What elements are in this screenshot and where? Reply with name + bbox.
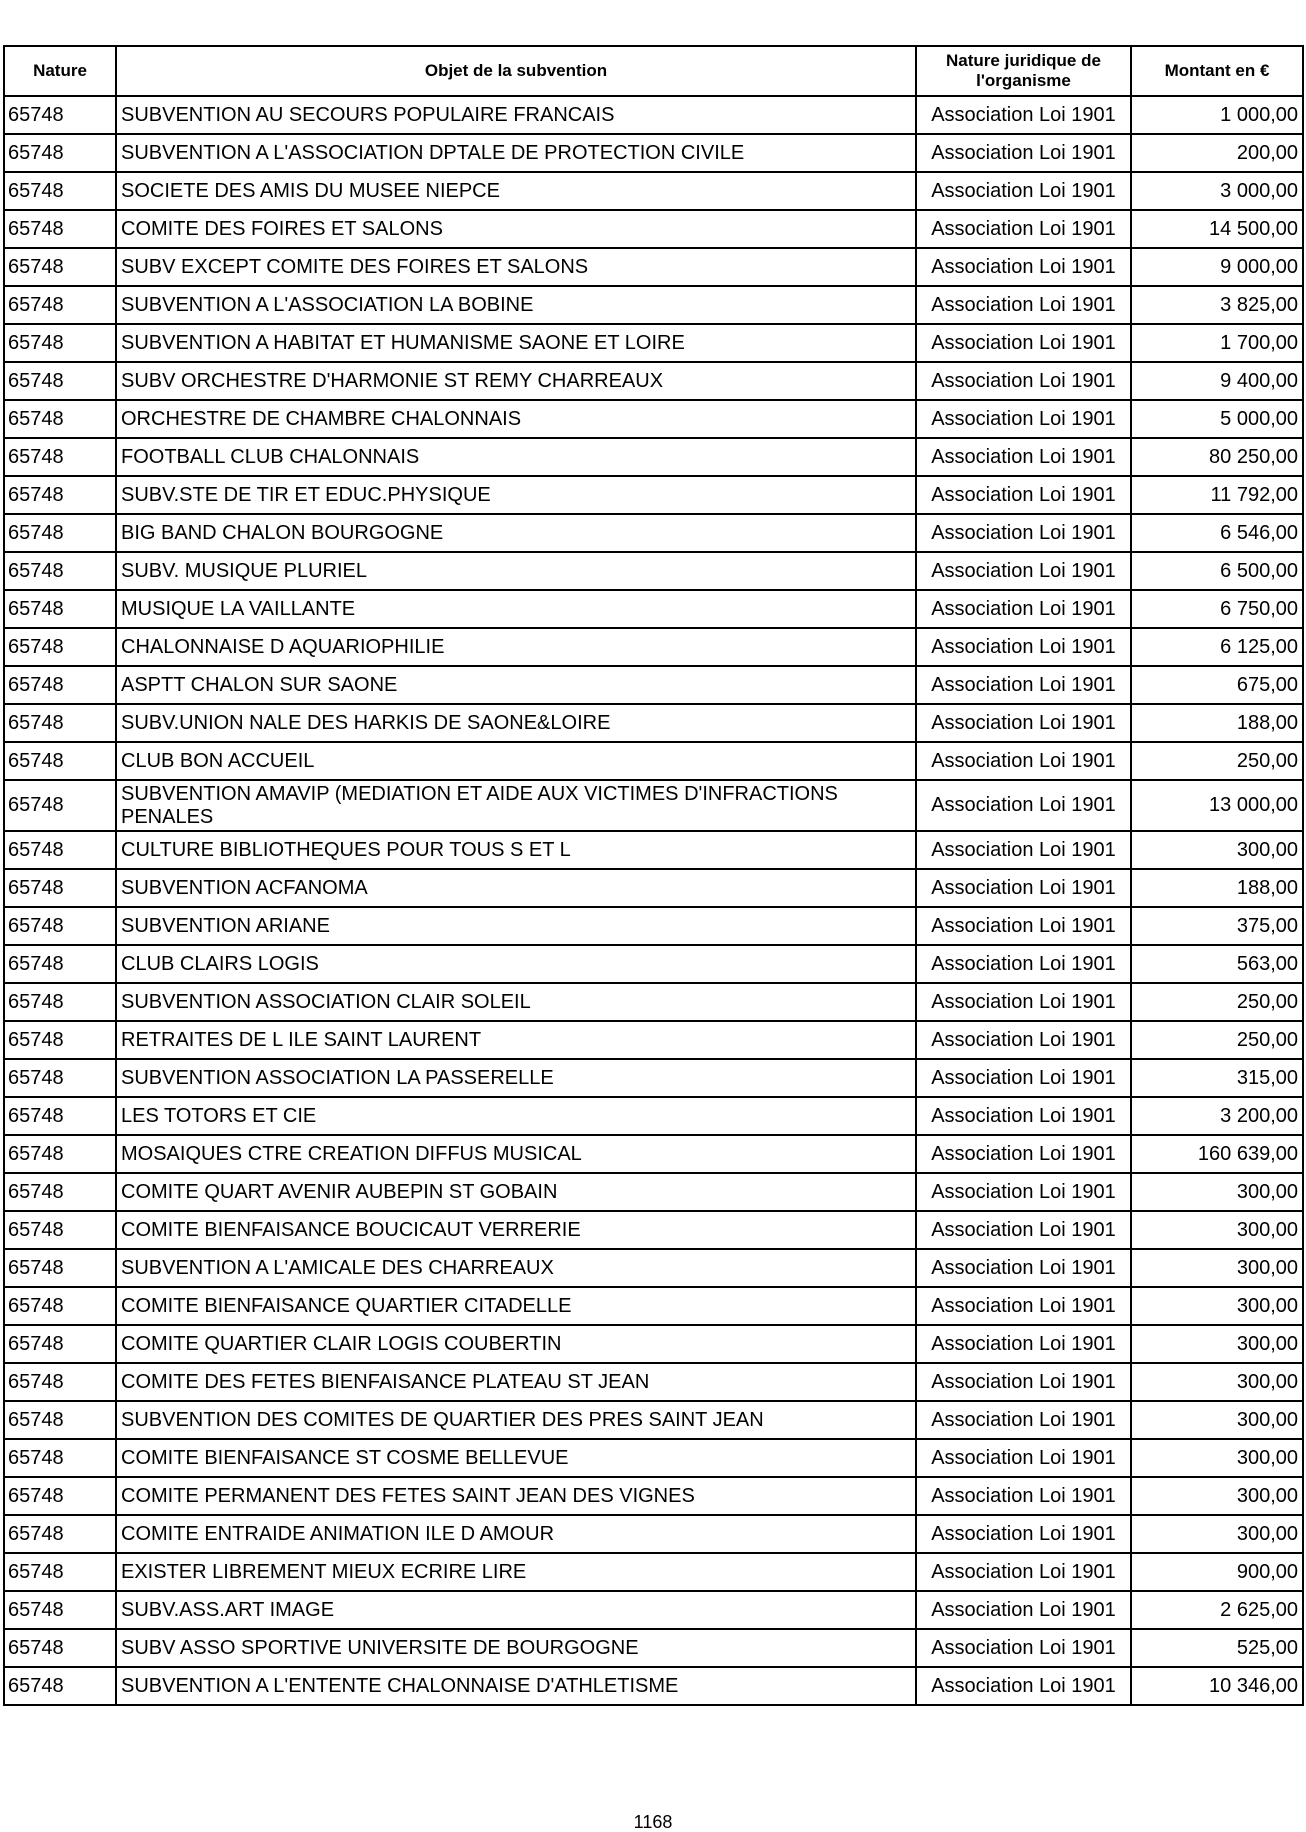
cell-montant: 300,00 <box>1131 1249 1303 1287</box>
cell-objet: COMITE BIENFAISANCE ST COSME BELLEVUE <box>116 1439 916 1477</box>
cell-nature-juridique: Association Loi 1901 <box>916 628 1131 666</box>
table-row <box>4 666 1303 704</box>
cell-nature: 65748 <box>4 1287 116 1325</box>
cell-nature: 65748 <box>4 1135 116 1173</box>
cell-nature: 65748 <box>4 780 116 831</box>
cell-nature-juridique: Association Loi 1901 <box>916 1667 1131 1705</box>
table-row <box>4 1287 1303 1325</box>
cell-objet: SUBV.ASS.ART IMAGE <box>116 1591 916 1629</box>
cell-objet: ASPTT CHALON SUR SAONE <box>116 666 916 704</box>
cell-montant: 300,00 <box>1131 1211 1303 1249</box>
cell-nature-juridique: Association Loi 1901 <box>916 172 1131 210</box>
cell-nature-juridique: Association Loi 1901 <box>916 1477 1131 1515</box>
cell-montant: 9 000,00 <box>1131 248 1303 286</box>
cell-objet: SUBV.STE DE TIR ET EDUC.PHYSIQUE <box>116 476 916 514</box>
cell-montant: 300,00 <box>1131 1515 1303 1553</box>
table-row <box>4 514 1303 552</box>
cell-objet: SUBV.UNION NALE DES HARKIS DE SAONE&LOIRE <box>116 704 916 742</box>
cell-nature: 65748 <box>4 552 116 590</box>
cell-objet: SUBVENTION AMAVIP (MEDIATION ET AIDE AUX VICTIMES D'INFRACTIONS PENALES <box>116 780 916 831</box>
cell-nature: 65748 <box>4 1059 116 1097</box>
cell-nature-juridique: Association Loi 1901 <box>916 1211 1131 1249</box>
cell-nature: 65748 <box>4 1629 116 1667</box>
cell-objet: COMITE QUART AVENIR AUBEPIN ST GOBAIN <box>116 1173 916 1211</box>
cell-nature: 65748 <box>4 742 116 780</box>
cell-nature-juridique: Association Loi 1901 <box>916 1135 1131 1173</box>
cell-nature: 65748 <box>4 869 116 907</box>
cell-montant: 300,00 <box>1131 1363 1303 1401</box>
cell-nature-juridique: Association Loi 1901 <box>916 1325 1131 1363</box>
table-row <box>4 1515 1303 1553</box>
table-row <box>4 1553 1303 1591</box>
cell-objet: ORCHESTRE DE CHAMBRE CHALONNAIS <box>116 400 916 438</box>
table-row <box>4 552 1303 590</box>
cell-objet: COMITE PERMANENT DES FETES SAINT JEAN DES VIGNES <box>116 1477 916 1515</box>
table-row <box>4 628 1303 666</box>
cell-objet: CLUB CLAIRS LOGIS <box>116 945 916 983</box>
cell-nature: 65748 <box>4 666 116 704</box>
cell-nature: 65748 <box>4 1021 116 1059</box>
cell-nature-juridique: Association Loi 1901 <box>916 324 1131 362</box>
cell-montant: 9 400,00 <box>1131 362 1303 400</box>
table-row <box>4 96 1303 134</box>
cell-nature-juridique: Association Loi 1901 <box>916 742 1131 780</box>
cell-nature: 65748 <box>4 1363 116 1401</box>
cell-objet: COMITE BIENFAISANCE BOUCICAUT VERRERIE <box>116 1211 916 1249</box>
cell-montant: 525,00 <box>1131 1629 1303 1667</box>
cell-objet: SUBVENTION A L'ENTENTE CHALONNAISE D'ATHLETISME <box>116 1667 916 1705</box>
table-row <box>4 1325 1303 1363</box>
cell-nature-juridique: Association Loi 1901 <box>916 514 1131 552</box>
cell-nature-juridique: Association Loi 1901 <box>916 1515 1131 1553</box>
cell-objet: SUBV ASSO SPORTIVE UNIVERSITE DE BOURGOGNE <box>116 1629 916 1667</box>
cell-montant: 2 625,00 <box>1131 1591 1303 1629</box>
cell-montant: 300,00 <box>1131 831 1303 869</box>
table-row <box>4 210 1303 248</box>
table-row <box>4 362 1303 400</box>
cell-objet: BIG BAND CHALON BOURGOGNE <box>116 514 916 552</box>
table-row <box>4 1059 1303 1097</box>
cell-nature-juridique: Association Loi 1901 <box>916 780 1131 831</box>
cell-nature-juridique: Association Loi 1901 <box>916 552 1131 590</box>
cell-nature: 65748 <box>4 1249 116 1287</box>
header-montant: Montant en € <box>1131 46 1303 96</box>
cell-montant: 315,00 <box>1131 1059 1303 1097</box>
header-nature-juridique: Nature juridique de l'organisme <box>916 46 1131 96</box>
cell-nature-juridique: Association Loi 1901 <box>916 945 1131 983</box>
cell-nature-juridique: Association Loi 1901 <box>916 1059 1131 1097</box>
table-row <box>4 907 1303 945</box>
table-row <box>4 590 1303 628</box>
cell-nature: 65748 <box>4 286 116 324</box>
cell-nature: 65748 <box>4 983 116 1021</box>
table-row <box>4 780 1303 831</box>
cell-montant: 375,00 <box>1131 907 1303 945</box>
cell-objet: CULTURE BIBLIOTHEQUES POUR TOUS S ET L <box>116 831 916 869</box>
cell-montant: 5 000,00 <box>1131 400 1303 438</box>
cell-nature: 65748 <box>4 704 116 742</box>
table-header-row <box>4 46 1303 96</box>
cell-nature: 65748 <box>4 134 116 172</box>
cell-objet: RETRAITES DE L ILE SAINT LAURENT <box>116 1021 916 1059</box>
cell-montant: 3 825,00 <box>1131 286 1303 324</box>
cell-objet: SUBV EXCEPT COMITE DES FOIRES ET SALONS <box>116 248 916 286</box>
cell-montant: 300,00 <box>1131 1439 1303 1477</box>
cell-objet: LES TOTORS ET CIE <box>116 1097 916 1135</box>
cell-nature-juridique: Association Loi 1901 <box>916 907 1131 945</box>
cell-nature-juridique: Association Loi 1901 <box>916 1591 1131 1629</box>
cell-montant: 188,00 <box>1131 704 1303 742</box>
page-number: 1168 <box>633 1812 673 1832</box>
cell-objet: SUBVENTION ASSOCIATION CLAIR SOLEIL <box>116 983 916 1021</box>
cell-nature: 65748 <box>4 907 116 945</box>
cell-nature-juridique: Association Loi 1901 <box>916 831 1131 869</box>
cell-nature: 65748 <box>4 628 116 666</box>
cell-nature-juridique: Association Loi 1901 <box>916 704 1131 742</box>
table-row <box>4 869 1303 907</box>
cell-nature: 65748 <box>4 476 116 514</box>
cell-montant: 300,00 <box>1131 1325 1303 1363</box>
cell-montant: 300,00 <box>1131 1287 1303 1325</box>
cell-montant: 250,00 <box>1131 983 1303 1021</box>
cell-nature-juridique: Association Loi 1901 <box>916 1097 1131 1135</box>
table-row <box>4 983 1303 1021</box>
cell-nature-juridique: Association Loi 1901 <box>916 1173 1131 1211</box>
table-row <box>4 1477 1303 1515</box>
cell-objet: COMITE QUARTIER CLAIR LOGIS COUBERTIN <box>116 1325 916 1363</box>
cell-nature-juridique: Association Loi 1901 <box>916 1287 1131 1325</box>
cell-objet: SUBVENTION A L'ASSOCIATION LA BOBINE <box>116 286 916 324</box>
cell-nature-juridique: Association Loi 1901 <box>916 286 1131 324</box>
table-row <box>4 1097 1303 1135</box>
cell-montant: 1 700,00 <box>1131 324 1303 362</box>
table-row <box>4 1591 1303 1629</box>
table-body <box>4 96 1303 1705</box>
cell-objet: COMITE DES FETES BIENFAISANCE PLATEAU ST JEAN <box>116 1363 916 1401</box>
cell-objet: FOOTBALL CLUB CHALONNAIS <box>116 438 916 476</box>
cell-nature-juridique: Association Loi 1901 <box>916 590 1131 628</box>
cell-nature: 65748 <box>4 1097 116 1135</box>
cell-nature: 65748 <box>4 1667 116 1705</box>
cell-montant: 200,00 <box>1131 134 1303 172</box>
cell-montant: 3 000,00 <box>1131 172 1303 210</box>
table-row <box>4 1439 1303 1477</box>
cell-montant: 6 546,00 <box>1131 514 1303 552</box>
cell-nature-juridique: Association Loi 1901 <box>916 1363 1131 1401</box>
cell-nature: 65748 <box>4 324 116 362</box>
cell-objet: SUBVENTION ARIANE <box>116 907 916 945</box>
table-row <box>4 1401 1303 1439</box>
cell-objet: SUBV ORCHESTRE D'HARMONIE ST REMY CHARREAUX <box>116 362 916 400</box>
cell-nature: 65748 <box>4 1591 116 1629</box>
cell-objet: SUBVENTION AU SECOURS POPULAIRE FRANCAIS <box>116 96 916 134</box>
cell-nature-juridique: Association Loi 1901 <box>916 400 1131 438</box>
cell-montant: 250,00 <box>1131 1021 1303 1059</box>
cell-montant: 11 792,00 <box>1131 476 1303 514</box>
table-row <box>4 1363 1303 1401</box>
cell-nature-juridique: Association Loi 1901 <box>916 1553 1131 1591</box>
table-row <box>4 1629 1303 1667</box>
cell-objet: SUBVENTION A L'ASSOCIATION DPTALE DE PROTECTION CIVILE <box>116 134 916 172</box>
table-row <box>4 400 1303 438</box>
cell-nature: 65748 <box>4 362 116 400</box>
cell-nature-juridique: Association Loi 1901 <box>916 248 1131 286</box>
cell-nature-juridique: Association Loi 1901 <box>916 666 1131 704</box>
cell-nature: 65748 <box>4 1401 116 1439</box>
cell-objet: CLUB BON ACCUEIL <box>116 742 916 780</box>
cell-objet: MUSIQUE LA VAILLANTE <box>116 590 916 628</box>
cell-nature-juridique: Association Loi 1901 <box>916 134 1131 172</box>
subsidy-table <box>3 45 1304 1706</box>
cell-montant: 300,00 <box>1131 1401 1303 1439</box>
cell-nature-juridique: Association Loi 1901 <box>916 362 1131 400</box>
cell-nature: 65748 <box>4 248 116 286</box>
cell-nature-juridique: Association Loi 1901 <box>916 1401 1131 1439</box>
cell-montant: 14 500,00 <box>1131 210 1303 248</box>
cell-montant: 3 200,00 <box>1131 1097 1303 1135</box>
cell-objet: EXISTER LIBREMENT MIEUX ECRIRE LIRE <box>116 1553 916 1591</box>
table-row <box>4 324 1303 362</box>
cell-objet: SUBVENTION A L'AMICALE DES CHARREAUX <box>116 1249 916 1287</box>
cell-montant: 1 000,00 <box>1131 96 1303 134</box>
table-row <box>4 1173 1303 1211</box>
cell-objet: SUBVENTION ACFANOMA <box>116 869 916 907</box>
table-row <box>4 1211 1303 1249</box>
cell-objet: COMITE DES FOIRES ET SALONS <box>116 210 916 248</box>
cell-nature: 65748 <box>4 514 116 552</box>
cell-montant: 6 500,00 <box>1131 552 1303 590</box>
cell-nature: 65748 <box>4 590 116 628</box>
cell-nature-juridique: Association Loi 1901 <box>916 438 1131 476</box>
cell-montant: 6 125,00 <box>1131 628 1303 666</box>
cell-montant: 900,00 <box>1131 1553 1303 1591</box>
cell-nature-juridique: Association Loi 1901 <box>916 983 1131 1021</box>
cell-objet: CHALONNAISE D AQUARIOPHILIE <box>116 628 916 666</box>
cell-nature-juridique: Association Loi 1901 <box>916 476 1131 514</box>
table-row <box>4 945 1303 983</box>
cell-montant: 188,00 <box>1131 869 1303 907</box>
table-row <box>4 1249 1303 1287</box>
table-row <box>4 1021 1303 1059</box>
cell-objet: SUBVENTION DES COMITES DE QUARTIER DES PRES SAINT JEAN <box>116 1401 916 1439</box>
cell-nature-juridique: Association Loi 1901 <box>916 1021 1131 1059</box>
cell-objet: SUBVENTION ASSOCIATION LA PASSERELLE <box>116 1059 916 1097</box>
cell-nature: 65748 <box>4 1211 116 1249</box>
cell-montant: 80 250,00 <box>1131 438 1303 476</box>
table-row <box>4 248 1303 286</box>
cell-nature-juridique: Association Loi 1901 <box>916 1249 1131 1287</box>
cell-nature-juridique: Association Loi 1901 <box>916 1439 1131 1477</box>
cell-montant: 10 346,00 <box>1131 1667 1303 1705</box>
cell-montant: 300,00 <box>1131 1477 1303 1515</box>
table-row <box>4 1135 1303 1173</box>
cell-nature: 65748 <box>4 1477 116 1515</box>
cell-nature: 65748 <box>4 438 116 476</box>
header-nature: Nature <box>4 46 116 96</box>
cell-objet: COMITE BIENFAISANCE QUARTIER CITADELLE <box>116 1287 916 1325</box>
cell-montant: 13 000,00 <box>1131 780 1303 831</box>
cell-objet: SOCIETE DES AMIS DU MUSEE NIEPCE <box>116 172 916 210</box>
table-row <box>4 476 1303 514</box>
table-row <box>4 134 1303 172</box>
cell-nature: 65748 <box>4 400 116 438</box>
cell-nature: 65748 <box>4 945 116 983</box>
cell-nature: 65748 <box>4 1173 116 1211</box>
cell-nature: 65748 <box>4 1439 116 1477</box>
cell-nature: 65748 <box>4 1515 116 1553</box>
cell-nature-juridique: Association Loi 1901 <box>916 96 1131 134</box>
cell-nature-juridique: Association Loi 1901 <box>916 869 1131 907</box>
table-row <box>4 438 1303 476</box>
cell-nature: 65748 <box>4 1553 116 1591</box>
cell-nature: 65748 <box>4 831 116 869</box>
cell-nature: 65748 <box>4 172 116 210</box>
cell-nature: 65748 <box>4 96 116 134</box>
table-row <box>4 1667 1303 1705</box>
cell-nature-juridique: Association Loi 1901 <box>916 210 1131 248</box>
cell-montant: 160 639,00 <box>1131 1135 1303 1173</box>
cell-objet: SUBV. MUSIQUE PLURIEL <box>116 552 916 590</box>
cell-montant: 300,00 <box>1131 1173 1303 1211</box>
table-row <box>4 286 1303 324</box>
cell-objet: SUBVENTION A HABITAT ET HUMANISME SAONE ET LOIRE <box>116 324 916 362</box>
cell-montant: 6 750,00 <box>1131 590 1303 628</box>
table-row <box>4 831 1303 869</box>
header-objet: Objet de la subvention <box>116 46 916 96</box>
table-row <box>4 704 1303 742</box>
cell-montant: 563,00 <box>1131 945 1303 983</box>
cell-nature-juridique: Association Loi 1901 <box>916 1629 1131 1667</box>
cell-montant: 675,00 <box>1131 666 1303 704</box>
cell-nature: 65748 <box>4 1325 116 1363</box>
cell-objet: MOSAIQUES CTRE CREATION DIFFUS MUSICAL <box>116 1135 916 1173</box>
cell-montant: 250,00 <box>1131 742 1303 780</box>
table-row <box>4 742 1303 780</box>
cell-objet: COMITE ENTRAIDE ANIMATION ILE D AMOUR <box>116 1515 916 1553</box>
table-row <box>4 172 1303 210</box>
cell-nature: 65748 <box>4 210 116 248</box>
